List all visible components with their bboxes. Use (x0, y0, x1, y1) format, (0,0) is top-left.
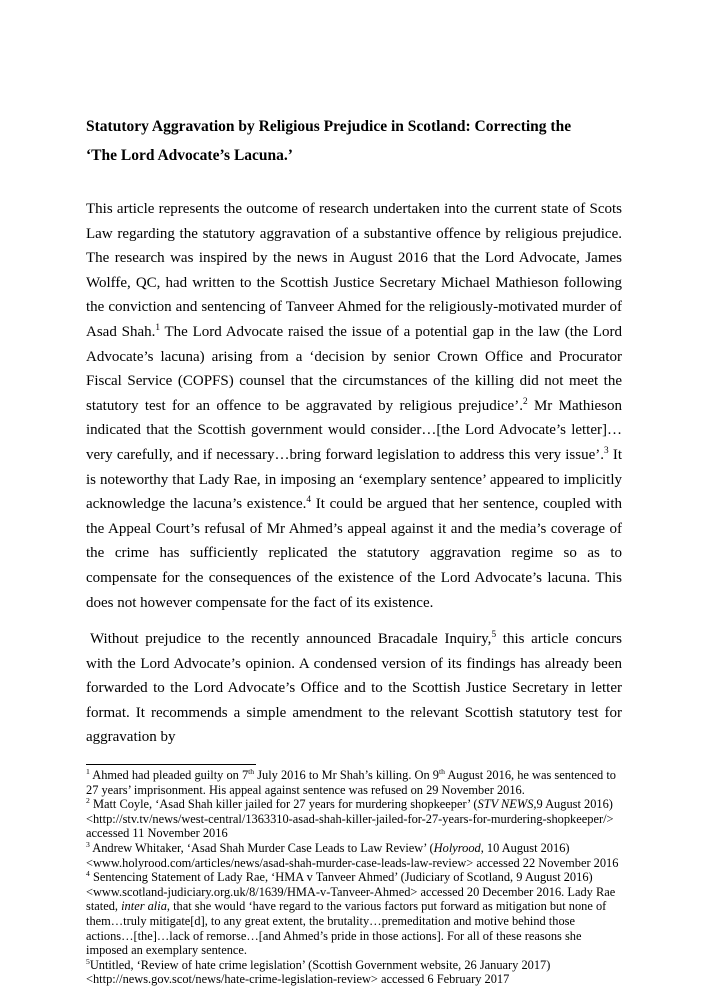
footnote-2: $^2$ Matt Coyle, ‘Asad Shah killer jailed for 27 years for murdering shopkeeper’ (STV NEWS,9 August 2016) <http://stv.tv/news/west-central/1363310-asad-shah-killer-jailed-for-27-years-for-murdering-shopkeeper/> accessed 11 November 2016 (86, 796, 614, 841)
footnote-5: $^5$Untitled, ‘Review of hate crime legislation’ (Scottish Government website, 26 January 2017) <http://news.gov.scot/news/hate-crime-legislation-review> accessed 6 February 2017 (86, 956, 551, 987)
page-title-line-1: Statutory Aggravation by Religious Prejudice in Scotland: Correcting the (86, 118, 572, 135)
footnote-3: $^3$ Andrew Whitaker, ‘Asad Shah Murder Case Leads to Law Review’ (Holyrood, 10 August 2016) <www.holyrood.com/articles/news/asad-shah-murder-case-leads-law-review> accessed 22 November 2016 (86, 839, 619, 870)
body-paragraph-1: This article represents the outcome of research undertaken into the current state of Scots Law regarding the statutory aggravation of a substantive offence by religious prejudice. The research was inspired by the news in August 2016 that the Lord Advocate, James Wolffe, QC, had written to the Scottish Justice Secretary Michael Mathieson following the conviction and sentencing of Tanveer Ahmed for the religiously-motivated murder of Asad Shah.$^1$ The Lord Advocate raised the issue of a potential gap in the law (the Lord Advocate’s lacuna) arising from a ‘decision by senior Crown Office and Procurator Fiscal Service (COPFS) counsel that the circumstances of the killing did not meet the statutory test for an offence to be aggravated by religious prejudice’.$^2$ Mr Mathieson indicated that the Scottish government would consider…[the Lord Advocate’s letter]…very carefully, and if necessary…bring forward legislation to address this very issue’.$^3$ It is noteworthy that Lady Rae, in imposing an ‘exemplary sentence’ appeared to implicitly acknowledge the lacuna’s existence.$^4$ It could be argued that her sentence, coupled with the Appeal Court’s refusal of Mr Ahmed’s appeal against it and the media’s coverage of the crime has sufficiently replicated the statutory aggravation regime so as to compensate for the consequences of the existence of the Lord Advocate’s lacuna. This does not however compensate for the fact of its existence. (86, 201, 623, 611)
page-title-line-2: ‘The Lord Advocate’s Lacuna.’ (86, 147, 293, 164)
body-paragraph-2: Without prejudice to the recently announced Bracadale Inquiry,$^5$ this article concurs with the Lord Advocate’s opinion. A condensed version of its findings has already been forwarded to the Lord Advocate’s Office and to the Scottish Justice Secretary in letter format. It recommends a simple amendment to the relevant Scottish statutory test for aggravation by (86, 630, 622, 746)
footnotes-section (86, 768, 622, 987)
footnote-separator (86, 764, 256, 765)
footnote-4: $^4$ Sentencing Statement of Lady Rae, ‘HMA v Tanveer Ahmed’ (Judiciary of Scotland, 9 August 2016) <www.scotland-judiciary.org.uk/8/1639/HMA-v-Tanveer-Ahmed> accessed 20 December 2016. Lady Rae stated, inter alia, that she would ‘have regard to the various factors put forward as mitigation but none of them…truly mitigate[d], to any great extent, the brutality…premeditation and motive behind those actions…[the]…lack of remorse…[and Ahmed’s pride in those actions]. For all of these reasons she imposed an exemplary sentence. (86, 869, 616, 958)
page-title (86, 112, 622, 170)
footnote-1: $^1$ Ahmed had pleaded guilty on 7th July 2016 to Mr Shah’s killing. On 9th August 2016, he was sentenced to 27 years’ imprisonment. His appeal against sentence was refused on 29 November 2016. (86, 766, 616, 797)
